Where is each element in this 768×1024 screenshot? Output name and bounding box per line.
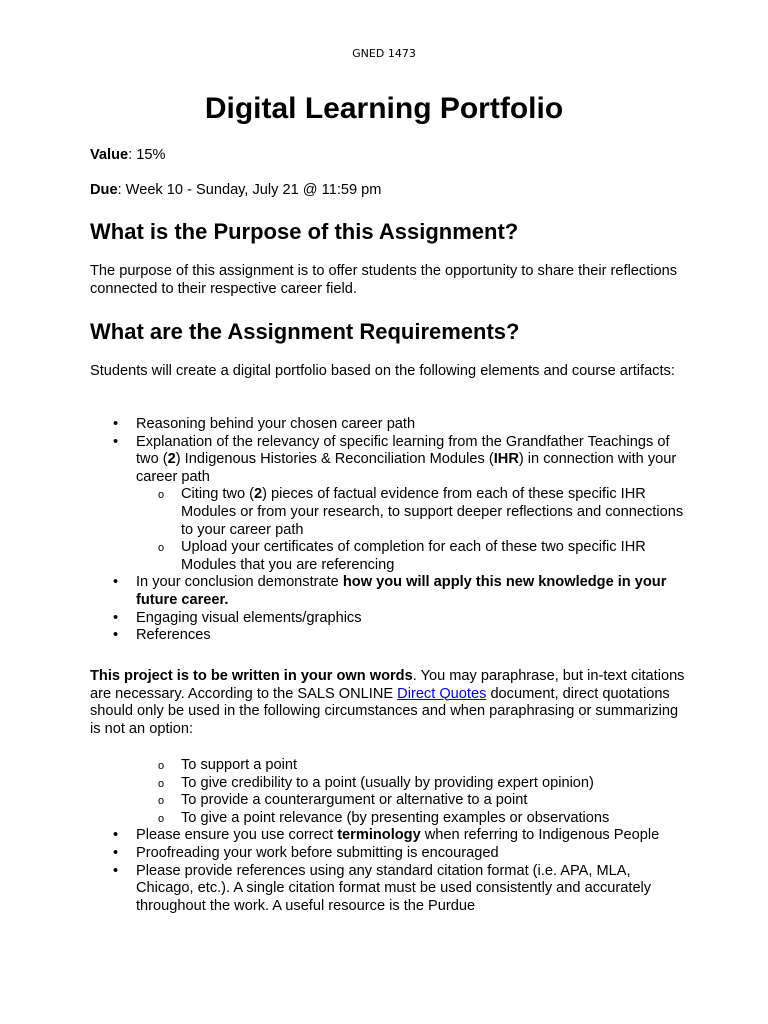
direct-quotes-link[interactable]: Direct Quotes	[397, 685, 487, 702]
due-line	[90, 182, 690, 200]
value-line	[90, 147, 690, 165]
list-item: • References	[90, 627, 690, 645]
requirements-heading-text: What are the Assignment Requirements?	[90, 319, 520, 344]
list-item: • Please provide references using any standard citation format (i.e. APA, MLA, Chicago, etc.). A single citation format must be used consistently and accurately throughout the work. A useful resource is the Purdue	[90, 863, 690, 916]
circumstances-list	[90, 757, 690, 915]
value-text: : 15%	[128, 147, 166, 163]
list-item: • In your conclusion demonstrate how you will apply this new knowledge in your future career.	[90, 574, 690, 609]
own-words-bold: This project is to be written in your own words	[90, 668, 413, 684]
purpose-paragraph	[90, 263, 690, 298]
sub-list-item: o To give a point relevance (by presenting examples or observations	[90, 810, 690, 828]
purpose-heading-text: What is the Purpose of this Assignment?	[90, 219, 519, 244]
requirements-heading	[90, 319, 690, 345]
sub-list-item: o To provide a counterargument or alternative to a point	[90, 792, 690, 810]
list-item: • Explanation of the relevancy of specific learning from the Grandfather Teachings of two (2) Indigenous Histories & Reconciliation Modules (IHR) in connection with your career path	[90, 434, 690, 487]
purpose-text: The purpose of this assignment is to offer students the opportunity to share their reflections connected to their respective career field.	[90, 263, 678, 297]
value-label: Value	[90, 147, 129, 163]
sub-list-item: o Citing two (2) pieces of factual evidence from each of these specific IHR Modules or from your research, to support deeper reflections and connections to your career path	[90, 486, 690, 539]
requirements-list	[90, 416, 690, 645]
sub-list-item: o Upload your certificates of completion for each of these two specific IHR Modules that you are referencing	[90, 539, 690, 574]
own-words-paragraph: This project is to be written in your own words. You may paraphrase, but in-text citations are necessary. According to the SALS ONLINE Direct Quotes document, direct quotations should only be used in the following circumstances and when paraphrasing or summarizing is not an option:	[90, 668, 685, 737]
sub-list-item: o To support a point	[90, 757, 690, 775]
list-item: • Engaging visual elements/graphics	[90, 610, 690, 628]
purpose-heading	[90, 219, 690, 245]
list-item: • Please ensure you use correct terminology when referring to Indigenous People	[90, 827, 690, 845]
document-title: Digital Learning Portfolio	[204, 92, 564, 125]
sub-list-item: o To give credibility to a point (usually by providing expert opinion)	[90, 775, 690, 793]
course-code-header: GNED 1473	[352, 47, 416, 60]
requirements-intro-text: Students will create a digital portfolio based on the following elements and course artifacts:	[90, 363, 675, 379]
requirements-intro	[90, 363, 690, 381]
due-text: : Week 10 - Sunday, July 21 @ 11:59 pm	[117, 182, 382, 198]
list-item: • Proofreading your work before submitting is encouraged	[90, 845, 690, 863]
due-label: Due	[90, 182, 118, 198]
list-item: • Reasoning behind your chosen career path	[90, 416, 690, 434]
